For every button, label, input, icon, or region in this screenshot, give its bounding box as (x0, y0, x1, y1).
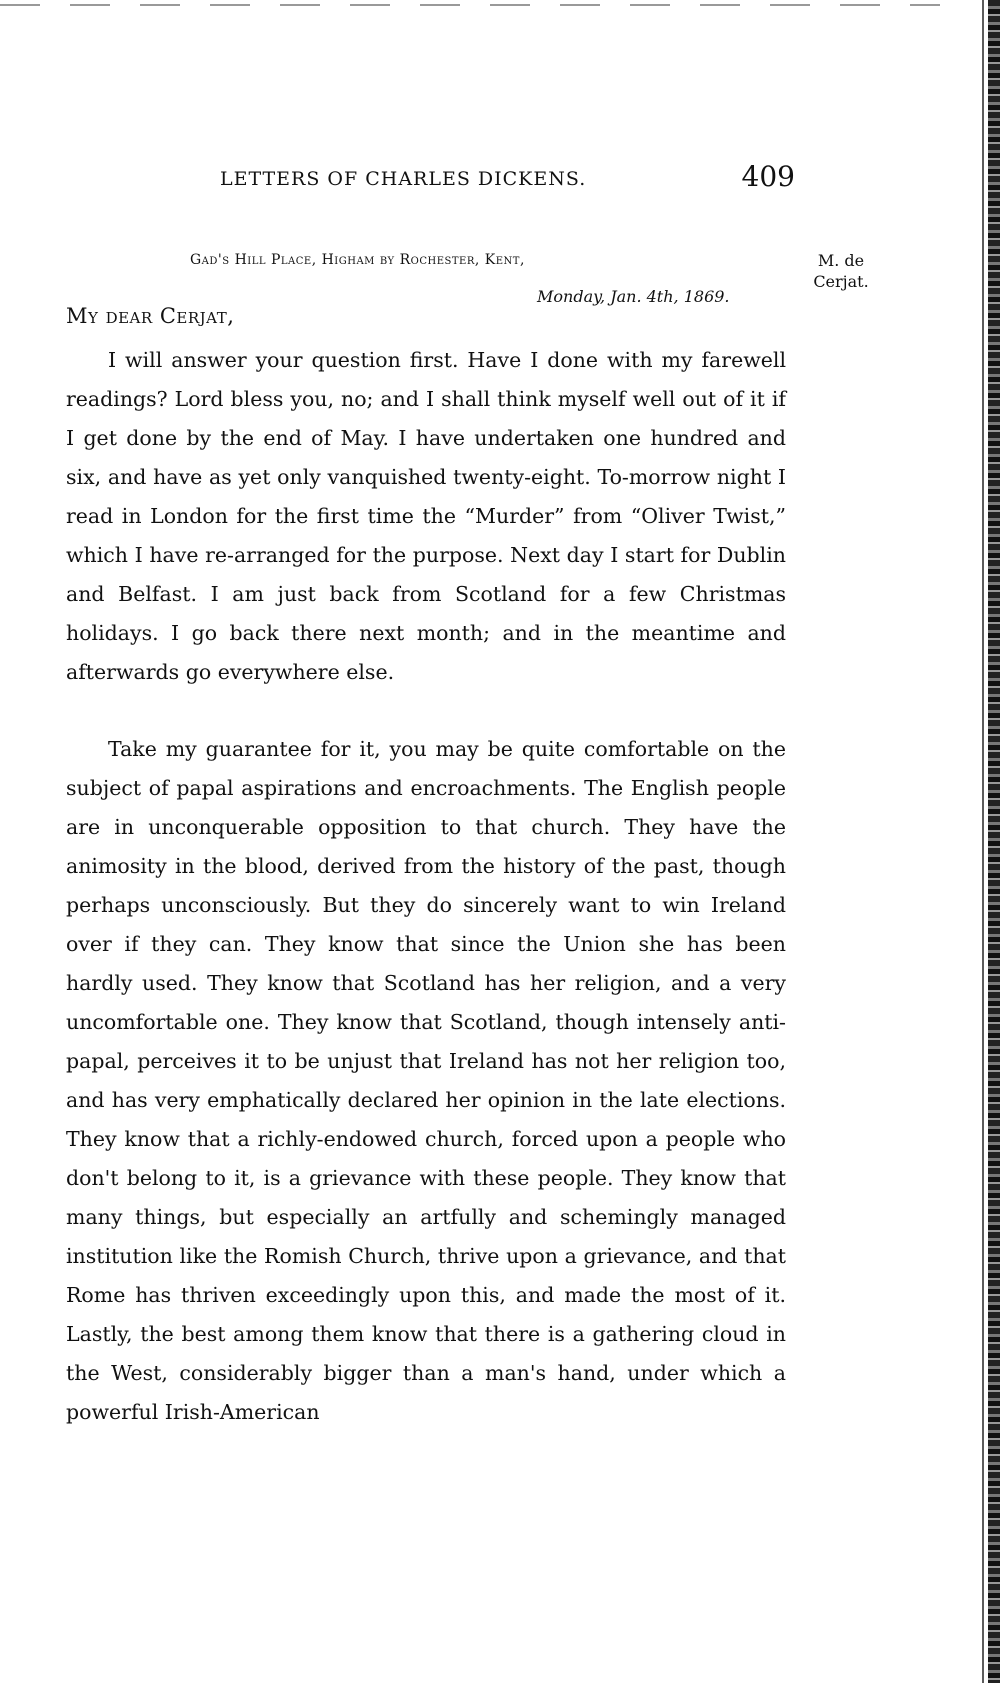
running-header (220, 160, 795, 200)
letter-place: Gad's Hill Place, Higham by Rochester, Kent, (190, 252, 525, 268)
letter-paragraph: Take my guarantee for it, you may be quite comfortable on the subject of papal aspirations and encroachments. The English people are in unconquerable opposition to that church. They have the animosity in the blood, derived from the history of the past, though perhaps unconsciously. But they do sincerely want to win Ireland over if they can. They know that since the Union she has been hardly used. They know that Scotland has her religion, and a very uncomfortable one. They know that Scotland, though intensely anti-papal, perceives it to be unjust that Ireland has not her religion too, and has very emphatically declared her opinion in the late elections. They know that a richly-endowed church, forced upon a people who don't belong to it, is a grievance with these people. They know that many things, but especially an artfully and schemingly managed institution like the Romish Church, thrive upon a grievance, and that Rome has thriven exceedingly upon this, and made the most of it. Lastly, the best among them know that there is a gathering cloud in the West, considerably bigger than a man's hand, under which a powerful Irish-American (66, 737, 786, 1424)
marginal-note-line: M. de (817, 251, 865, 270)
marginal-note (801, 250, 881, 292)
page-top-rule (0, 4, 940, 6)
page-number: 409 (741, 160, 795, 193)
letter-date: Monday, Jan. 4th, 1869. (537, 287, 730, 306)
page-binding-edge (988, 0, 1000, 1683)
running-title: LETTERS OF CHARLES DICKENS. (220, 168, 587, 190)
page-edge-line (982, 0, 984, 1683)
letter-paragraph: I will answer your question first. Have I done with my farewell readings? Lord bless you, no; and I shall think myself well out of it if I get done by the end of May. I have undertaken one hundred and six, and have as yet only vanquished twenty-eight. To-morrow night I read in London for the first time the “Murder” from “Oliver Twist,” which I have re-arranged for the purpose. Next day I start for Dublin and Belfast. I am just back from Scotland for a few Christmas holidays. I go back there next month; and in the meantime and afterwards go everywhere else. (66, 348, 786, 684)
marginal-note-line: Cerjat. (813, 272, 869, 291)
letter-salutation: My dear Cerjat, (66, 304, 235, 328)
